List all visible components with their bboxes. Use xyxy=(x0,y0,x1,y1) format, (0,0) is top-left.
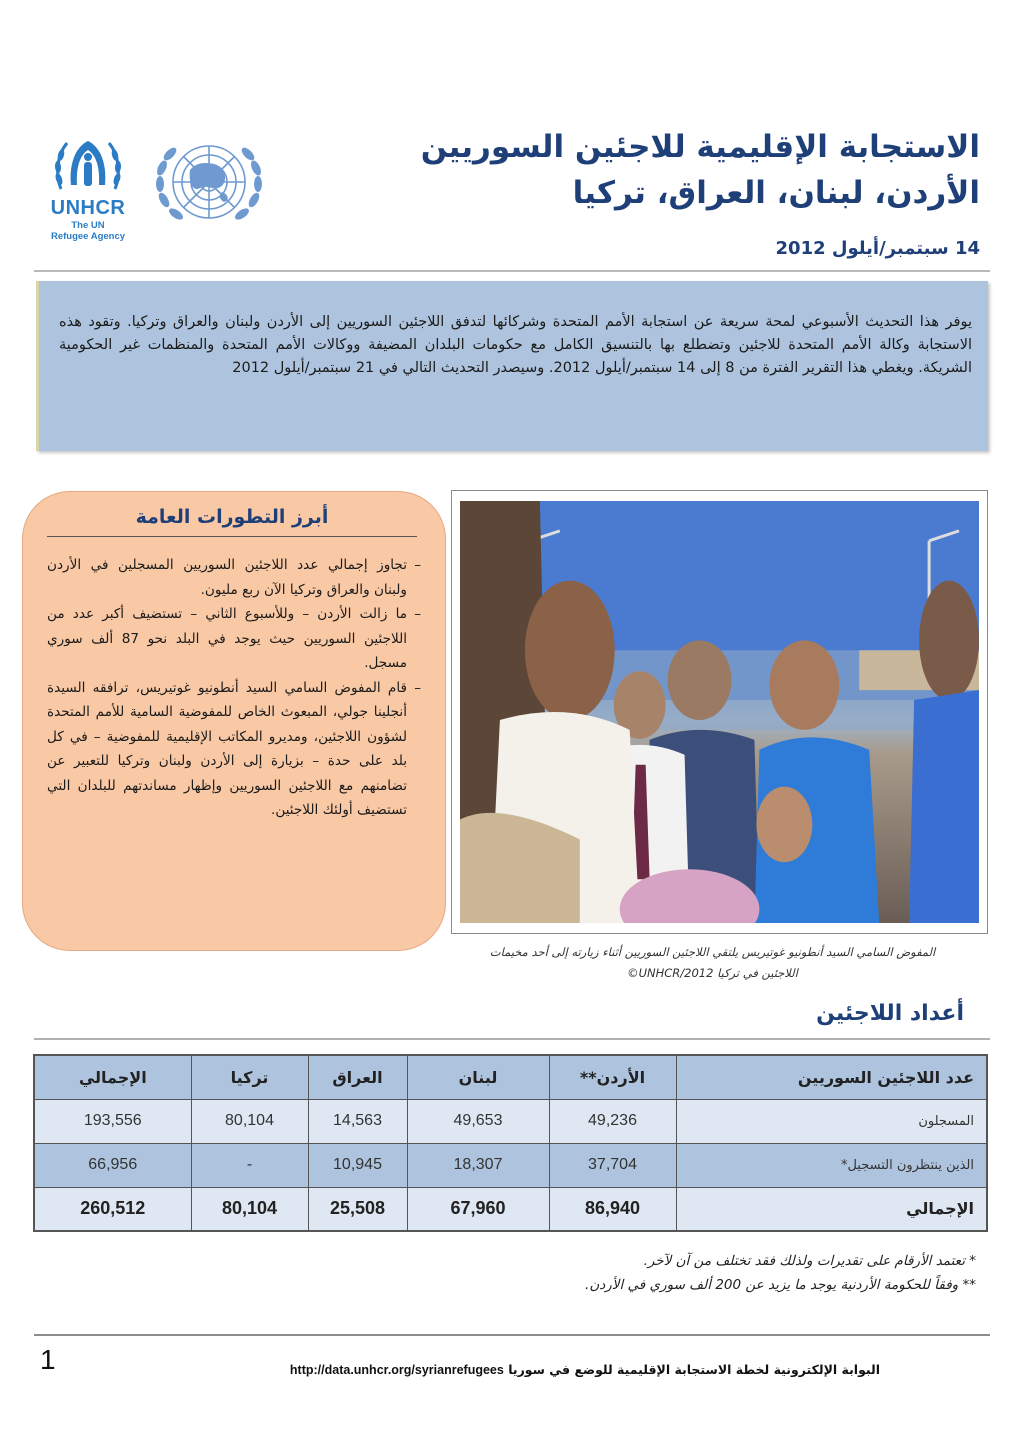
footnote: ** وفقاً للحكومة الأردنية يوجد ما يزيد عن 200 ألف سوري في الأردن. xyxy=(585,1277,976,1293)
table-cell: 66,956 xyxy=(34,1143,191,1187)
column-header: تركيا xyxy=(191,1055,308,1099)
page-title xyxy=(280,124,980,216)
highlight-item: – تجاوز إجمالي عدد اللاجئين السوريين المسجلين في الأردن ولبنان والعراق وتركيا الآن ربع مليون. xyxy=(47,553,417,602)
figures-section-title: أعداد اللاجئين xyxy=(816,1001,964,1026)
report-date: 14 سبتمبر/أيلول 2012 xyxy=(775,238,980,259)
table-cell: 80,104 xyxy=(191,1099,308,1143)
table-cell: 67,960 xyxy=(407,1187,549,1231)
table-cell: 49,653 xyxy=(407,1099,549,1143)
photo-caption-line-1: المفوض السامي السيد أنطونيو غوتيريس يلتقي اللاجئين السوريين أثناء زيارته إلى أحد مخيمات xyxy=(489,945,936,959)
footnote: * تعتمد الأرقام على تقديرات ولذلك فقد تختلف من آن لآخر. xyxy=(643,1253,976,1269)
table-cell: 193,556 xyxy=(34,1099,191,1143)
refugee-camp-photo xyxy=(460,501,979,923)
photo-caption-line-2: اللاجئين في تركيا UNHCR/2012© xyxy=(627,966,798,980)
table-cell: 25,508 xyxy=(308,1187,407,1231)
table-cell: 14,563 xyxy=(308,1099,407,1143)
table-cell: 10,945 xyxy=(308,1143,407,1187)
column-header: لبنان xyxy=(407,1055,549,1099)
table-row xyxy=(34,1099,987,1143)
photo-caption xyxy=(460,942,965,984)
bullet-dash: – xyxy=(414,557,421,573)
table-cell: 260,512 xyxy=(34,1187,191,1231)
unhcr-logo xyxy=(40,135,136,247)
column-header: الإجمالي xyxy=(34,1055,191,1099)
header-divider xyxy=(34,270,990,272)
highlight-item: – قام المفوض السامي السيد أنطونيو غوتيريس، ترافقه السيدة أنجلينا جولي، المبعوث الخاص للمفوضية السامية للأمم المتحدة لشؤون اللاجئين، ومديرو المكاتب الإقليمية للمفوضية – في كل بلد على حدة – بزيارة إلى الأردن ولبنان وتركيا للتعبير عن تضامنهم مع اللاجئين السوريين وإظهار مساندتهم للبلدان التي تستضيف أولئك اللاجئين. xyxy=(47,676,417,823)
table-row-total xyxy=(34,1187,987,1231)
table-row xyxy=(34,1143,987,1187)
bullet-dash: – xyxy=(414,606,421,622)
highlight-item: – ما زالت الأردن – وللأسبوع الثاني – تستضيف أكبر عدد من اللاجئين السوريين حيث يوجد في البلد نحو 87 ألف سوري مسجل. xyxy=(47,602,417,676)
bullet-dash: – xyxy=(414,679,421,696)
highlights-box xyxy=(22,491,446,951)
table-cell: 86,940 xyxy=(549,1187,676,1231)
table-footnotes xyxy=(585,1249,976,1297)
row-label: الذين ينتظرون التسجيل* xyxy=(676,1143,987,1187)
footer-url-link[interactable]: http://data.unhcr.org/syrianrefugees xyxy=(289,1363,504,1377)
footer xyxy=(145,1362,880,1377)
unhcr-wordmark: UNHCR xyxy=(50,197,126,219)
table-cell: 49,236 xyxy=(549,1099,676,1143)
row-label: المسجلون xyxy=(676,1099,987,1143)
intro-box xyxy=(36,281,988,451)
table-cell: 37,704 xyxy=(549,1143,676,1187)
highlights-list xyxy=(47,553,421,823)
footer-divider xyxy=(34,1334,990,1336)
footer-portal-text: البوابة الإلكترونية لخطة الاستجابة الإقليمية للوضع في سوريا xyxy=(508,1362,880,1377)
highlights-title: أبرز التطورات العامة xyxy=(47,506,417,537)
table-cell: - xyxy=(191,1143,308,1187)
column-header: الأردن** xyxy=(549,1055,676,1099)
page-number: 1 xyxy=(40,1344,56,1375)
column-header: عدد اللاجئين السوريين xyxy=(676,1055,987,1099)
section-divider xyxy=(34,1038,990,1040)
table-header-row xyxy=(34,1055,987,1099)
title-line-1: الاستجابة الإقليمية للاجئين السوريين xyxy=(420,129,980,165)
intro-text: يوفر هذا التحديث الأسبوعي لمحة سريعة عن استجابة الأمم المتحدة وشركائها لتدفق اللاجئين السوريين إلى الأردن ولبنان والعراق وتركيا. وتقود هذه الاستجابة وكالة الأمم المتحدة للاجئين وتضطلع بها بالتنسيق الكامل مع حكومات البلدان المضيفة ووكالات الأمم المتحدة والمنظمات غير الحكومية الشريكة. ويغطي هذا التقرير الفترة من 8 إلى 14 سبتمبر/أيلول 2012. وسيصدر التحديث التالي في 21 سبتمبر/أيلول 2012 xyxy=(59,314,972,376)
photo-illustration xyxy=(460,501,979,923)
un-logo xyxy=(150,130,268,238)
table-cell: 18,307 xyxy=(407,1143,549,1187)
title-line-2: الأردن، لبنان، العراق، تركيا xyxy=(572,175,980,211)
refugee-figures-table xyxy=(33,1054,988,1232)
unhcr-tagline-line2: Refugee Agency xyxy=(50,231,126,242)
column-header: العراق xyxy=(308,1055,407,1099)
row-label: الإجمالي xyxy=(676,1187,987,1231)
unhcr-emblem-icon xyxy=(51,135,125,195)
table-cell: 80,104 xyxy=(191,1187,308,1231)
unhcr-tagline-line1: The UN xyxy=(71,220,105,231)
un-emblem-icon xyxy=(150,130,268,238)
photo-frame xyxy=(451,490,988,934)
